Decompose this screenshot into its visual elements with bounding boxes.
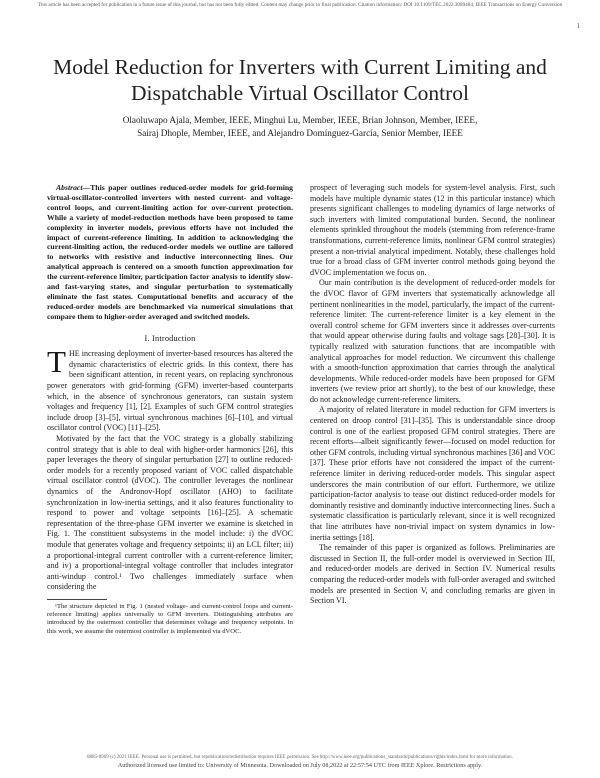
- license-notice: Authorized licensed use limited to: University of Minnesota. Downloaded on July 08,2022 at 22:57:54 UTC from IEEE Xplore. Restrictions apply.: [117, 762, 483, 769]
- organization-paragraph: The remainder of this paper is organized as follows. Preliminaries are discussed in Section II, the full-order model is overviewed in Section III, and reduced-order models are derived in Section IV. Numerical results comparing the reduced-order models with full-order averaged and switched models are presented in Section V, and concluding remarks are given in Section VI.: [310, 543, 555, 606]
- drop-cap: T: [47, 344, 66, 380]
- related-work-paragraph: A majority of related literature in model reduction for GFM inverters is centered on droop control [31]–[35]. This is understandable since droop control is one of the earliest proposed GFM control strategies. There are recent efforts—albeit significantly fewer—focused on model reduction for other GFM controls, including virtual synchronous machines [36] and VOC [37]. These prior efforts have not considered the impact of the current-reference limiter in deriving reduced-order models. This singular aspect underscores the main contribution of our effort. Furthermore, we utilize participation-factor analysis to tease out distinct reduced-order models for dominantly resistive and dominantly inductive interconnecting lines. Such a systematic classification is particularly relevant, since it is well recognized that line attributes have non-trivial impact on system dynamics in low-inertia settings [18].: [310, 405, 555, 542]
- intro-paragraph-2: Motivated by the fact that the VOC strategy is a globally stabilizing control strategy that is able to deal with higher-order harmonics [26], this paper leverages the theory of singular perturbation [27] to outline reduced-order models for a recently proposed variant of VOC called dispatchable virtual oscillator control (dVOC). The controller leverages the nonlinear dynamics of the Andronov-Hopf oscillator (AHO) to facilitate synchronization in low-inertia settings, and it also features functionality to respond to power and voltage setpoints [16]–[25]. A schematic representation of the three-phase GFM inverter we examine is sketched in Fig. 1. The constituent subsystems in the model include: i) the dVOC module that generates voltage and frequency setpoints; ii) an LCL filter; iii) a proportional-integral current controller with a current-reference limiter; and iv) a proportional-integral voltage controller that includes integrator anti-windup control.¹ Two challenges immediately surface when considering the: [47, 434, 293, 592]
- footnote-rule: [47, 599, 107, 600]
- left-column: [47, 183, 293, 636]
- abstract: [47, 183, 293, 322]
- page-number: 1: [576, 22, 580, 30]
- section-heading-introduction: I. Introduction: [144, 333, 196, 343]
- journal-notice: This article has been accepted for publication in a future issue of this journal, but has not been fully edited. Content may change prior to final publication. Citation information: DOI 10.1109/TEC.2022.3089484, IEEE Transactions on Energy Conversion: [37, 2, 563, 8]
- intro-paragraph-1-text: HE increasing deployment of inverter-based resources has altered the dynamic characteristics of electric grids. In this context, there has been significant attention, in recent years, on replacing synchronous power generators with grid-forming (GFM) inverter-based counterparts which, in the absence of synchronous generators, can sustain system voltages and frequency [1], [2]. Examples of such GFM control strategies include droop [3]–[5], virtual synchronous machines [6]–[10], and virtual oscillator control (VOC) [11]–[25].: [47, 349, 293, 433]
- right-column: [310, 183, 555, 607]
- author-list: [40, 114, 560, 140]
- abstract-body: —This paper outlines reduced-order models for grid-forming virtual-oscillator-controlled inverters with nested current- and voltage-control loops, and current-limiting action for over-current protection. While a variety of model-reduction methods have been proposed to tame complexity in inverter models, previous efforts have not included the impact of current-reference limiting. In addition to acknowledging the current-limiting action, the reduced-order models we outline are tailored to networks with resistive and inductive interconnecting lines. Our analytical approach is centered on a smooth function approximation for the current-reference limiter, participation factor analysis to identify slow- and fast-varying states, and singular perturbation to systematically eliminate the fast states. Computational benefits and accuracy of the reduced-order models are benchmarked via numerical simulations that compare them to higher-order averaged and switched models.: [47, 183, 293, 321]
- footnote-1: ¹The structure depicted in Fig. 1 (nested voltage- and current-control loops and current-reference limiting) applies universally to GFM inverters. Distinguishing attributes are introduced by the outermost controller that determines voltage and frequency setpoints. In this work, we assume the outermost controller is implemented via dVOC.: [47, 602, 293, 635]
- intro-paragraph-1: [47, 344, 293, 434]
- contribution-paragraph: Our main contribution is the development of reduced-order models for the dVOC flavor of GFM inverters that systematically acknowledge all pertinent nonlinearities in the model, particularly, the impact of the current-reference limiter. The current-reference limiter is a key element in the overall control scheme for GFM inverters since it addresses over-currents that would appear otherwise during faults and voltage sags [28]–[30]. It is typically realized with saturation functions that are incompatible with analytical approaches for model reduction. We circumvent this challenge with a smooth-function approximation that carries through the analytical developments. While reduced-order models have been proposed for GFM inverters (we review prior art shortly), to the best of our knowledge, these do not acknowledge current-reference limiters.: [310, 278, 555, 404]
- author-line-2: Sairaj Dhople, Member, IEEE, and Alejandro Domínguez-García, Senior Member, IEEE: [137, 128, 463, 138]
- paper-title: Model Reduction for Inverters with Current Limiting and Dispatchable Virtual Oscillator Control: [53, 55, 547, 105]
- author-line-1: Olaoluwapo Ajala, Member, IEEE, Minghui Lu, Member, IEEE, Brian Johnson, Member, IEEE,: [122, 115, 478, 125]
- intro-paragraph-3: prospect of leveraging such models for system-level analysis. First, such models have multiple dynamic states (12 in this particular instance) which presents significant challenges to modeling dynamics of large networks of such inverters with limited computational burden. Second, the nonlinear elements sprinkled throughout the models (stemming from reference-frame transformations, current-reference limits, nonlinear GFM control strategies) present a non-trivial analytical impediment. Notably, these challenges hold true for a broad class of GFM inverter control methods going beyond the dVOC implementation we focus on.: [310, 183, 555, 277]
- copyright-notice: 0885-8969 (c) 2021 IEEE. Personal use is permitted, but republication/redistribution requires IEEE permission. See http://www.ieee.org/publications_standards/publications/rights/index.html for more information.: [87, 755, 513, 760]
- abstract-lead: Abstract: [56, 183, 83, 192]
